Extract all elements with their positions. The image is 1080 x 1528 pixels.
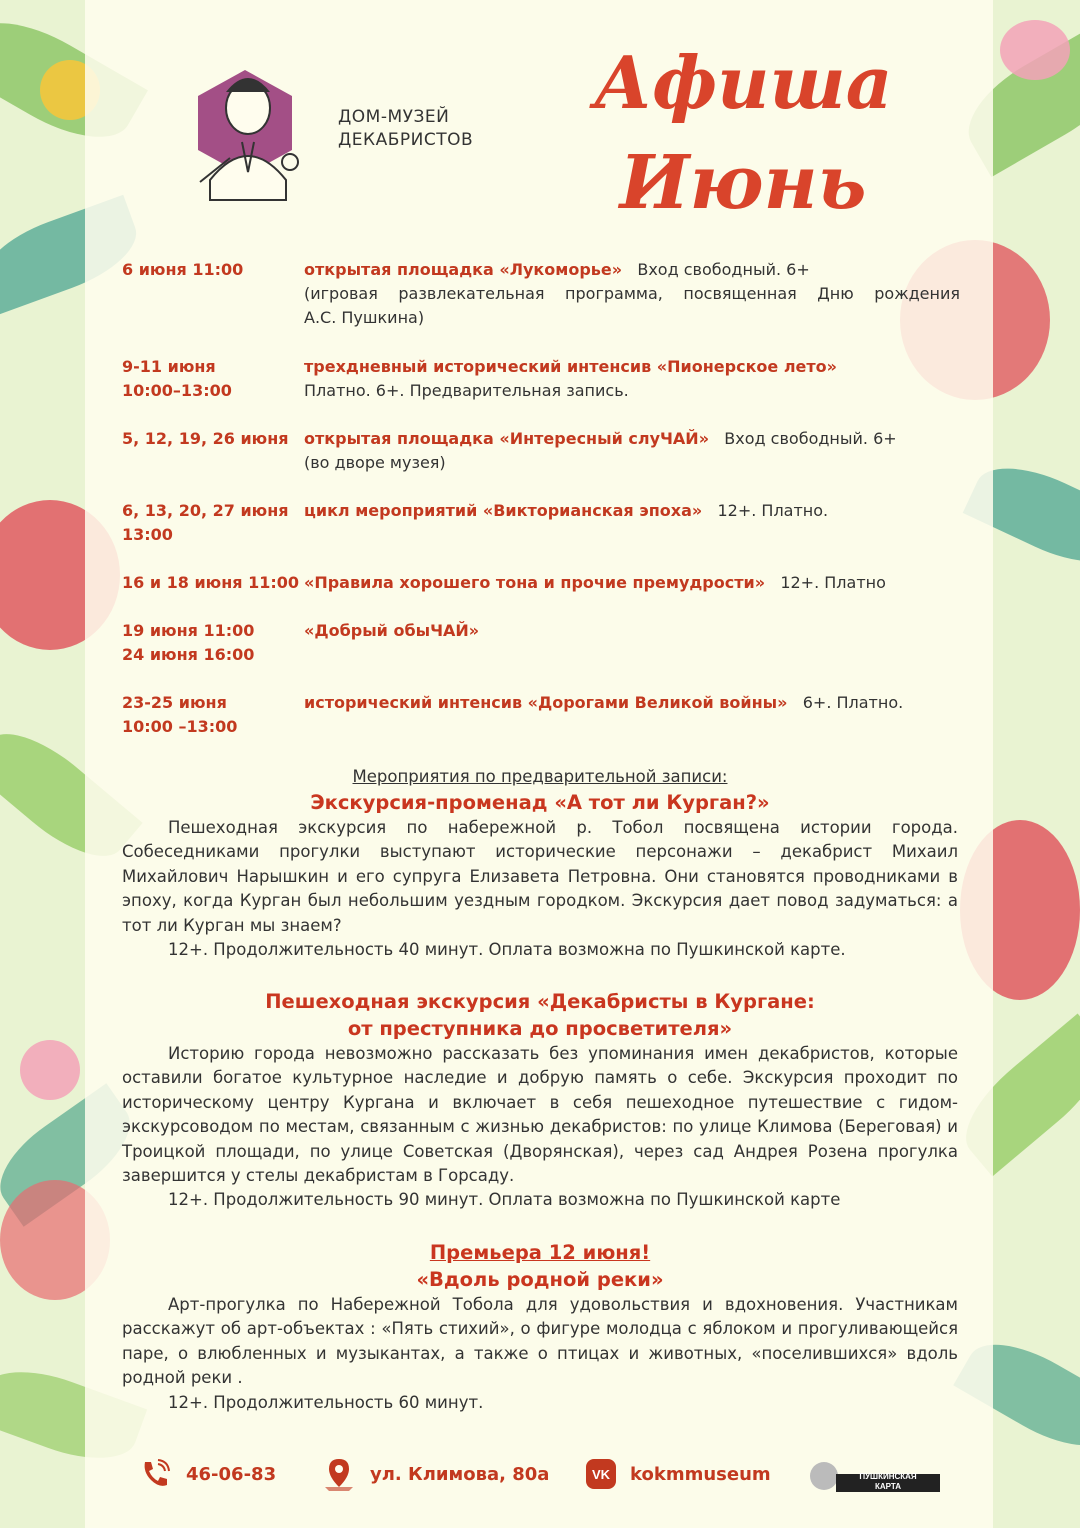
event-info: Вход свободный. 6+ <box>724 429 897 448</box>
excursion-text: Арт-прогулка по Набережной Тобола для удовольствия и вдохновения. Участникам расскажут об арт-объектах : «Пять стихий», о фигуре молодца с яблоком и прогуливающейся паре, о влюбленных и музыкантах, а также о птицах и животных, «поселившихся» вдоль родной реки . <box>122 1295 958 1388</box>
premiere-label: Премьера 12 июня! <box>429 1241 651 1264</box>
prebook-heading: Мероприятия по предварительной записи: <box>352 767 728 786</box>
poster-month: Июнь <box>619 140 867 226</box>
excursion-text: Пешеходная экскурсия по набережной р. Тобол посвящена истории города. Собеседниками прогулки выступают исторические персонажи – декабрист Михаил Михайлович Нарышкин и его супруга Елизавета Петровна. Они становятся проводниками в эпоху, когда Курган был небольшим уездным городком. Экскурсия дает повод задуматься: а тот ли Курган мы знаем? <box>122 818 958 935</box>
address-text: ул. Климова, 80а <box>370 1463 550 1485</box>
event-name: «Добрый обыЧАЙ» <box>304 621 480 640</box>
event-info: Вход свободный. 6+ <box>637 260 810 279</box>
event-body <box>304 499 960 523</box>
event-name: открытая площадка «Лукоморье» <box>304 260 623 279</box>
excursion-note: 12+. Продолжительность 40 минут. Оплата возможна по Пушкинской карте. <box>168 940 846 960</box>
museum-name <box>338 106 473 152</box>
phone-icon <box>138 1457 172 1491</box>
event-date: 23-25 июня 10:00 –13:00 <box>122 693 238 736</box>
excursion-promenade <box>122 789 958 962</box>
excursion-note: 12+. Продолжительность 90 минут. Оплата возможна по Пушкинской карте <box>168 1190 841 1210</box>
badge-line1: ПУШКИНСКАЯ <box>859 1472 917 1481</box>
event-body: трехдневный исторический интенсив «Пионерское лето» Платно. 6+. Предварительная запись. <box>304 357 838 400</box>
vk-contact[interactable] <box>586 1452 771 1496</box>
address-contact[interactable] <box>322 1452 549 1496</box>
event-body <box>304 691 960 715</box>
museum-logo <box>190 62 300 202</box>
badge-line2: КАРТА <box>874 1482 902 1491</box>
vk-handle: kokmmuseum <box>630 1463 771 1485</box>
excursion-title: Экскурсия-променад «А тот ли Курган?» <box>310 791 770 814</box>
excursion-note: 12+. Продолжительность 60 минут. <box>168 1392 484 1412</box>
event-body <box>304 571 960 595</box>
pushkin-card-badge <box>808 1456 940 1496</box>
event-body: открытая площадка «Лукоморье» Вход свободный. 6+ (игровая развлекательная программа, посвященная Дню рождения А.С. Пушкина) <box>304 260 960 327</box>
poster-title: Афиша <box>593 40 893 125</box>
event-date: 16 и 18 июня 11:00 <box>122 573 300 592</box>
event-info: 12+. Платно <box>780 573 886 592</box>
event-date: 19 июня 11:00 24 июня 16:00 <box>122 621 255 664</box>
event-date: 9-11 июня 10:00–13:00 <box>122 357 232 400</box>
event-info: 6+. Платно. <box>802 693 904 712</box>
excursion-title-line2: от преступника до просветителя» <box>347 1017 733 1040</box>
event-date: 6 июня 11:00 <box>122 260 244 279</box>
event-body: открытая площадка «Интересный слуЧАЙ» Вход свободный. 6+ (во дворе музея) <box>304 429 897 472</box>
event-name: исторический интенсив «Дорогами Великой войны» <box>304 693 788 712</box>
excursion-text: Историю города невозможно рассказать без упоминания имен декабристов, которые оставили богатое культурное наследие и добрую память о себе. Экскурсия проходит по историческому центру Кургана и включает в себя пешеходное путешествие с гидом-экскурсоводом по местам, связанным с жизнью декабристов: по улице Климова (Береговая) и Троицкой площади, по улице Советская (Дворянская), через сад Андрея Розена прогулка завершится у стелы декабристам в Горсаду. <box>122 1044 958 1186</box>
excursion-title: «Вдоль родной реки» <box>416 1268 664 1291</box>
museum-name-line1: ДОМ-МУЗЕЙ <box>338 107 450 127</box>
excursion-decembrists <box>122 988 958 1213</box>
event-name: открытая площадка «Интересный слуЧАЙ» <box>304 429 710 448</box>
event-info: 12+. Платно. <box>717 501 829 520</box>
event-name: цикл мероприятий «Викторианская эпоха» <box>304 501 703 520</box>
excursion-river <box>122 1239 958 1415</box>
event-name: «Правила хорошего тона и прочие премудрости» <box>304 573 766 592</box>
event-date: 6, 13, 20, 27 июня 13:00 <box>122 501 289 544</box>
event-name: трехдневный исторический интенсив «Пионерское лето» <box>304 357 838 376</box>
phone-number: 46-06-83 <box>186 1463 277 1485</box>
event-body <box>304 619 960 643</box>
excursion-title-line1: Пешеходная экскурсия «Декабристы в Кургане: <box>265 990 815 1013</box>
event-date: 5, 12, 19, 26 июня <box>122 429 289 448</box>
map-pin-icon <box>322 1457 356 1491</box>
museum-name-line2: ДЕКАБРИСТОВ <box>338 130 474 150</box>
vk-icon: VK <box>586 1459 616 1489</box>
phone-contact[interactable] <box>138 1452 276 1496</box>
